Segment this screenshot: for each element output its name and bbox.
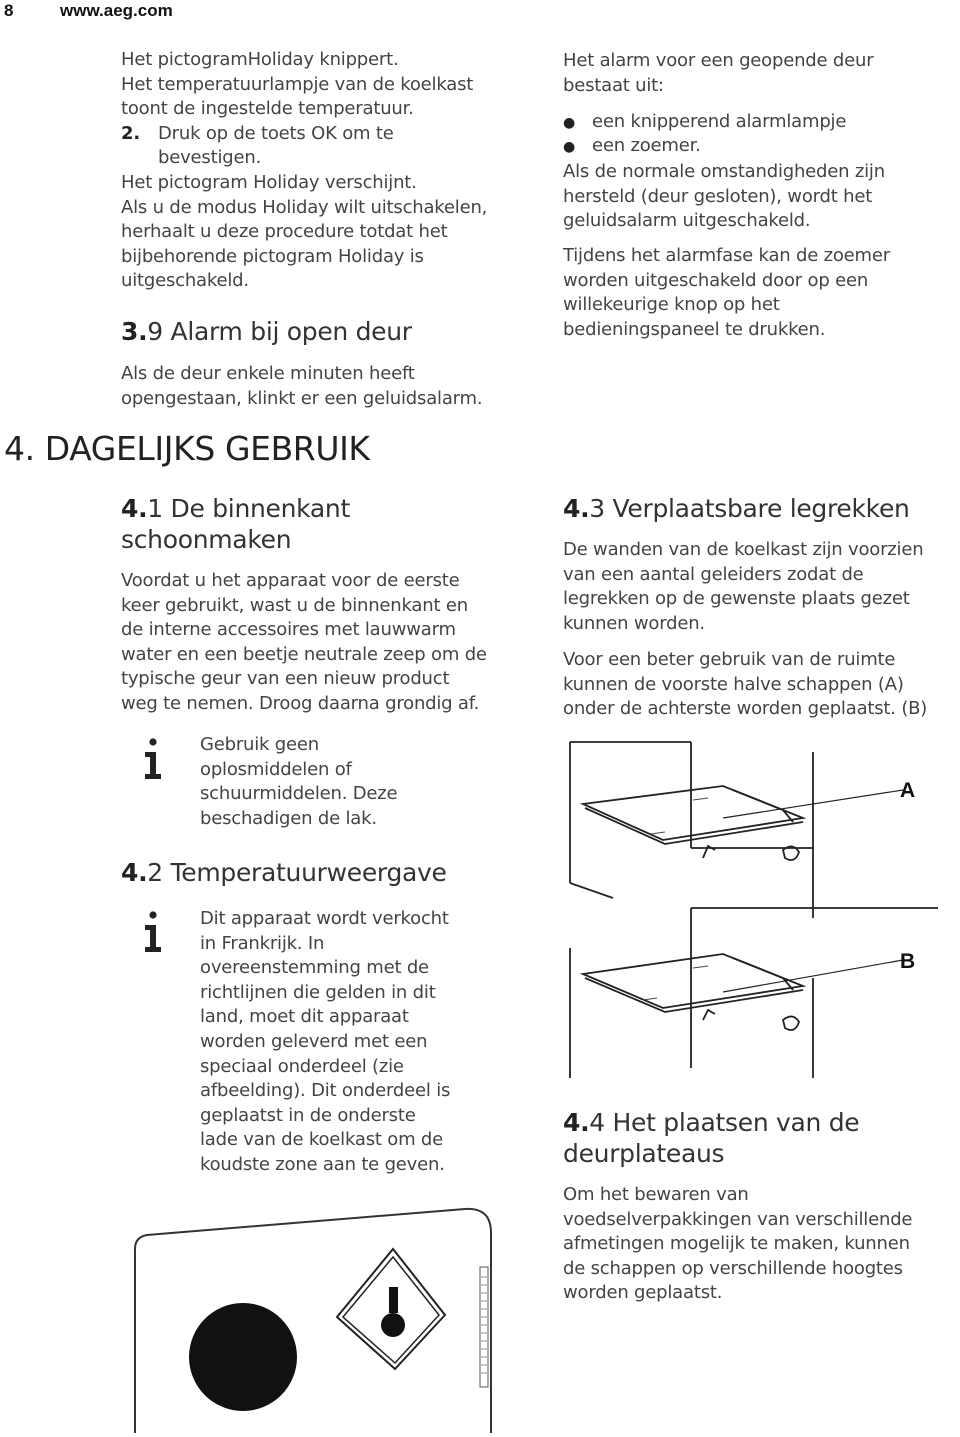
text-line: Gebruik geen: [200, 734, 319, 755]
info-icon: [137, 910, 169, 954]
section-number: 4.: [121, 858, 148, 887]
section-4-3-text-1: [563, 538, 958, 636]
text-line: uitgeschakeld.: [121, 270, 249, 292]
page-url: www.aeg.com: [60, 1, 173, 20]
text-line: De wanden van de koelkast zijn voorzien: [563, 539, 924, 560]
text-line: lade van de koelkast om de: [200, 1129, 444, 1151]
section-title: 4 Het plaatsen van de: [589, 1108, 860, 1137]
section-4-2-heading: [121, 857, 447, 888]
text-line: schuurmiddelen. Deze: [200, 783, 398, 805]
text-line: bestaat uit:: [563, 74, 664, 96]
text-line: Het pictogramHoliday knippert.: [121, 49, 399, 70]
text-line: Als de deur enkele minuten heeft: [121, 363, 415, 384]
text-line: Druk op de toets OK om te: [158, 122, 394, 144]
text-line: Het pictogram Holiday verschijnt.: [121, 171, 417, 193]
section-4-4-text: [563, 1183, 958, 1306]
text-line: Voor een beter gebruik van de ruimte: [563, 649, 896, 670]
shelf-figure: [563, 738, 953, 1078]
list-item: [563, 110, 953, 136]
alarm-phase-text: [563, 244, 953, 342]
step-number: 2.: [121, 122, 140, 144]
text-line: van een aantal geleiders zodat de: [563, 563, 864, 585]
text-line: richtlijnen die gelden in dit: [200, 981, 436, 1003]
holiday-intro: [121, 48, 541, 294]
text-line: legrekken op de gewenste plaats gezet: [563, 588, 910, 610]
section-number: 4.: [563, 1108, 590, 1137]
section-4-1-heading: [121, 493, 541, 555]
section-title: 9 Alarm bij open deur: [147, 317, 412, 346]
chapter-heading: 4. DAGELIJKS GEBRUIK: [4, 429, 370, 468]
text-line: land, moet dit apparaat: [200, 1006, 409, 1028]
text-line: worden geplaatst.: [563, 1282, 723, 1304]
note-solvents: [200, 733, 500, 831]
text-line: Als u de modus Holiday wilt uitschakelen,: [121, 196, 488, 218]
shelf-label-b: B: [900, 950, 916, 973]
text-line: overeenstemming met de: [200, 957, 429, 979]
step-text: [158, 122, 394, 171]
text-line: bevestigen.: [158, 147, 262, 169]
text-line: hersteld (deur gesloten), wordt het: [563, 185, 873, 207]
text-line: oplosmiddelen of: [200, 758, 352, 780]
list-item: [563, 134, 953, 160]
shelf-label-a: A: [900, 779, 916, 802]
text-line: geplaatst in de onderste: [200, 1104, 416, 1126]
bullet-icon: ●: [563, 115, 576, 131]
section-4-4-heading: [563, 1107, 958, 1169]
text-line: Het alarm voor een geopende deur: [563, 50, 874, 71]
text-line: Tijdens het alarmfase kan de zoemer: [563, 245, 890, 266]
section-number: 4.: [121, 494, 148, 523]
text-line: weg te nemen. Droog daarna grondig af.: [121, 692, 480, 714]
text-line: worden uitgeschakeld door op een: [563, 269, 869, 291]
text-line: water en een beetje neutrale zeep om de: [121, 643, 487, 665]
text-line: kunnen worden.: [563, 612, 705, 634]
text-line: typische geur van een nieuw product: [121, 668, 450, 690]
note-france: [200, 907, 520, 1178]
text-line: herhaalt u deze procedure totdat het: [121, 221, 448, 243]
text-line: willekeurige knop op het: [563, 294, 780, 316]
text-line: voedselverpakkingen van verschillende: [563, 1208, 913, 1230]
list-item-text: een zoemer.: [592, 134, 701, 156]
text-line: bedieningspaneel te drukken.: [563, 318, 826, 340]
text-line: Als de normale omstandigheden zijn: [563, 161, 885, 182]
section-title: deurplateaus: [563, 1139, 725, 1168]
step-2: [121, 122, 541, 171]
text-line: keer gebruikt, wast u de binnenkant en: [121, 594, 468, 616]
text-line: koudste zone aan te geven.: [200, 1153, 445, 1175]
text-line: worden geleverd met een: [200, 1030, 428, 1052]
section-title: 3 Verplaatsbare legrekken: [589, 494, 910, 523]
text-line: afmetingen mogelijk te maken, kunnen: [563, 1233, 910, 1255]
info-icon: [137, 737, 169, 781]
text-line: onder de achterste worden geplaatst. (B): [563, 698, 928, 720]
section-3-9-text: [121, 362, 541, 411]
text-line: kunnen de voorste halve schappen (A): [563, 673, 904, 695]
cold-zone-figure: [125, 1197, 525, 1433]
alarm-bullets: [563, 110, 953, 159]
section-4-3-text-2: [563, 648, 958, 722]
section-number: 3.: [121, 317, 148, 346]
section-title: 1 De binnenkant: [147, 494, 350, 523]
section-title: 2 Temperatuurweergave: [147, 858, 447, 887]
alarm-restore-text: [563, 160, 953, 234]
text-line: afbeelding). Dit onderdeel is: [200, 1080, 451, 1102]
section-title: schoonmaken: [121, 525, 292, 554]
text-line: speciaal onderdeel (zie: [200, 1055, 404, 1077]
text-line: in Frankrijk. In: [200, 932, 325, 954]
section-4-3-heading: [563, 493, 910, 524]
section-number: 4.: [563, 494, 590, 523]
alarm-intro: [563, 49, 953, 98]
text-line: de schappen op verschillende hoogtes: [563, 1257, 903, 1279]
text-line: beschadigen de lak.: [200, 807, 377, 829]
page-number: 8: [4, 1, 14, 20]
bullet-icon: ●: [563, 138, 576, 155]
list-item-text: een knipperend alarmlampje: [592, 111, 847, 132]
text-line: Om het bewaren van: [563, 1184, 749, 1205]
section-4-1-text: [121, 569, 551, 717]
text-line: Voordat u het apparaat voor de eerste: [121, 570, 460, 591]
text-line: Dit apparaat wordt verkocht: [200, 908, 449, 929]
text-line: bijbehorende pictogram Holiday is: [121, 245, 424, 267]
text-line: opengestaan, klinkt er een geluidsalarm.: [121, 387, 483, 409]
text-line: Het temperatuurlampje van de koelkast: [121, 73, 474, 95]
section-3-9-heading: [121, 316, 412, 347]
text-line: toont de ingestelde temperatuur.: [121, 98, 414, 120]
text-line: de interne accessoires met lauwwarm: [121, 619, 456, 641]
text-line: geluidsalarm uitgeschakeld.: [563, 210, 811, 232]
